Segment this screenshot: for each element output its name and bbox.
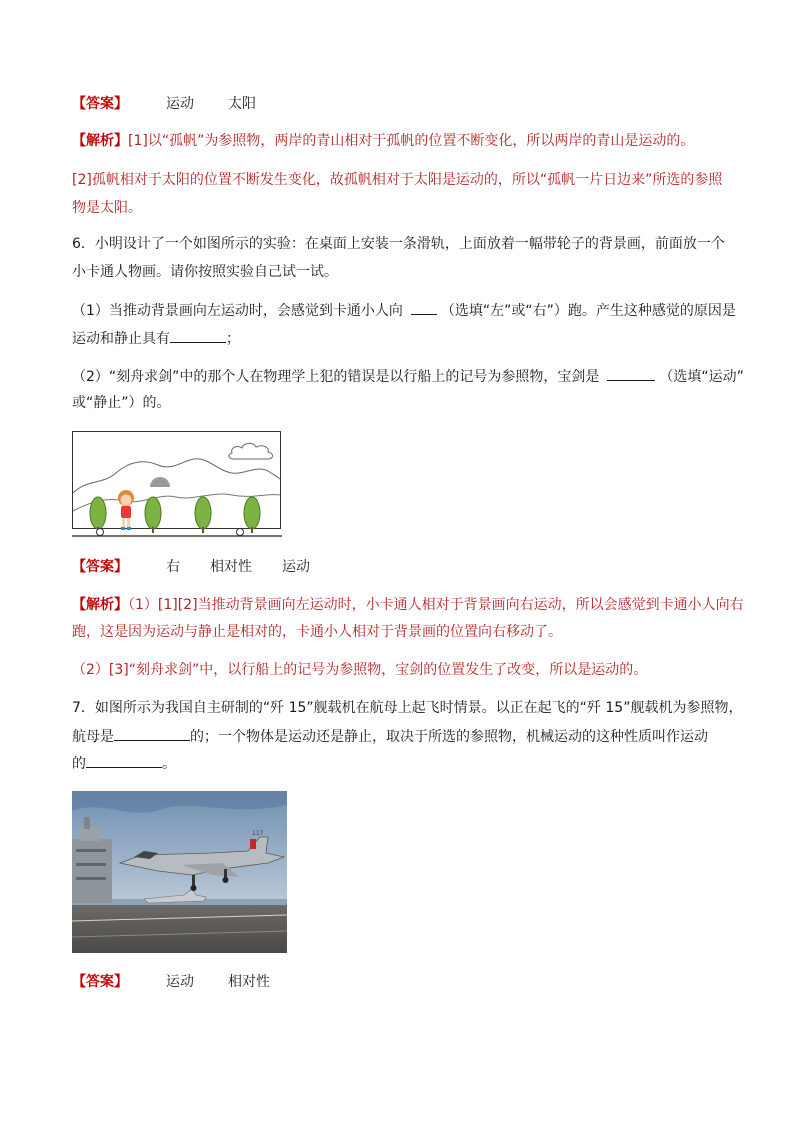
answer-tag: 【答案】 bbox=[72, 559, 128, 575]
answer-value: 右 bbox=[166, 559, 180, 575]
answer-value: 太阳 bbox=[228, 96, 256, 112]
answer-value: 运动 bbox=[166, 96, 194, 112]
q7-stem-text: 。 bbox=[162, 756, 176, 772]
answer-blank bbox=[411, 300, 437, 315]
q5-analysis-line: [2]孤帆相对于太阳的位置不断发生变化，故孤帆相对于太阳是运动的，所以“孤帆一片日边来”所选的参照 bbox=[72, 172, 723, 188]
jet-tail-number: 117 bbox=[252, 830, 264, 837]
q6-sub2-text: （2）“刻舟求剑”中的那个人在物理学上犯的错误是以行船上的记号为参照物，宝剑是 bbox=[72, 369, 600, 385]
q5-analysis-line bbox=[72, 131, 694, 151]
answer-blank bbox=[170, 328, 226, 343]
answer-blank bbox=[86, 753, 162, 768]
answer-value: 相对性 bbox=[228, 974, 270, 990]
analysis-text: （1）[1][2]当推动背景画向左运动时，小卡通人相对于背景画向右运动，所以会感觉到卡通小人向右 bbox=[128, 597, 744, 613]
q5-answer-line bbox=[72, 94, 256, 114]
q6-answer-line bbox=[72, 557, 310, 577]
q7-answer-line bbox=[72, 972, 270, 992]
answer-tag: 【答案】 bbox=[72, 96, 128, 112]
q6-stem-line: 6．小明设计了一个如图所示的实验：在桌面上安装一条滑轨，上面放着一幅带轮子的背景画，前面放一个 bbox=[72, 236, 725, 252]
q6-sub2-line bbox=[72, 366, 744, 387]
q6-sub2-line: 或“静止”）的。 bbox=[72, 395, 171, 411]
q6-sub1-text: ； bbox=[226, 331, 240, 347]
q7-stem-text: 的 bbox=[72, 756, 86, 772]
q6-analysis-line bbox=[72, 595, 744, 615]
q6-sub1-text: 运动和静止具有 bbox=[72, 331, 170, 347]
q6-sub1-text: （1）当推动背景画向左运动时，会感觉到卡通小人向 bbox=[72, 303, 403, 319]
q7-aircraft-carrier-photo bbox=[72, 791, 287, 953]
q5-analysis-line: 物是太阳。 bbox=[72, 200, 142, 216]
q7-stem-text: 的；一个物体是运动还是静止，取决于所选的参照物，机械运动的这种性质叫作运动 bbox=[190, 729, 708, 745]
analysis-text: [1]以“孤帆”为参照物，两岸的青山相对于孤帆的位置不断变化，所以两岸的青山是运动的。 bbox=[128, 133, 695, 149]
q7-stem-line bbox=[72, 753, 176, 774]
answer-blank bbox=[114, 726, 190, 741]
analysis-tag: 【解析】 bbox=[72, 133, 128, 149]
answer-value: 相对性 bbox=[210, 559, 252, 575]
q6-stem-line: 小卡通人物画。请你按照实验自己试一试。 bbox=[72, 264, 338, 280]
answer-blank bbox=[607, 366, 655, 381]
answer-tag: 【答案】 bbox=[72, 974, 128, 990]
answer-value: 运动 bbox=[166, 974, 194, 990]
q7-stem-line: 7．如图所示为我国自主研制的“歼 15”舰载机在航母上起飞时情景。以正在起飞的“歼 15”舰载机为参照物， bbox=[72, 700, 743, 716]
q6-sub2-text: （选填“运动” bbox=[659, 369, 744, 385]
answer-value: 运动 bbox=[282, 559, 310, 575]
q7-stem-text: 航母是 bbox=[72, 729, 114, 745]
analysis-tag: 【解析】 bbox=[72, 597, 128, 613]
q6-analysis-line: 跑，这是因为运动与静止是相对的，卡通小人相对于背景画的位置向右移动了。 bbox=[72, 624, 562, 640]
q6-sub1-text: （选填“左”或“右”）跑。产生这种感觉的原因是 bbox=[440, 303, 736, 319]
q6-sub1-line bbox=[72, 300, 736, 321]
q6-sub1-line bbox=[72, 328, 240, 349]
q6-analysis-line: （2）[3]“刻舟求剑”中，以行船上的记号为参照物，宝剑的位置发生了改变，所以是运动的。 bbox=[72, 662, 648, 678]
q7-stem-line bbox=[72, 726, 708, 747]
q6-cartoon-figure bbox=[72, 431, 282, 539]
